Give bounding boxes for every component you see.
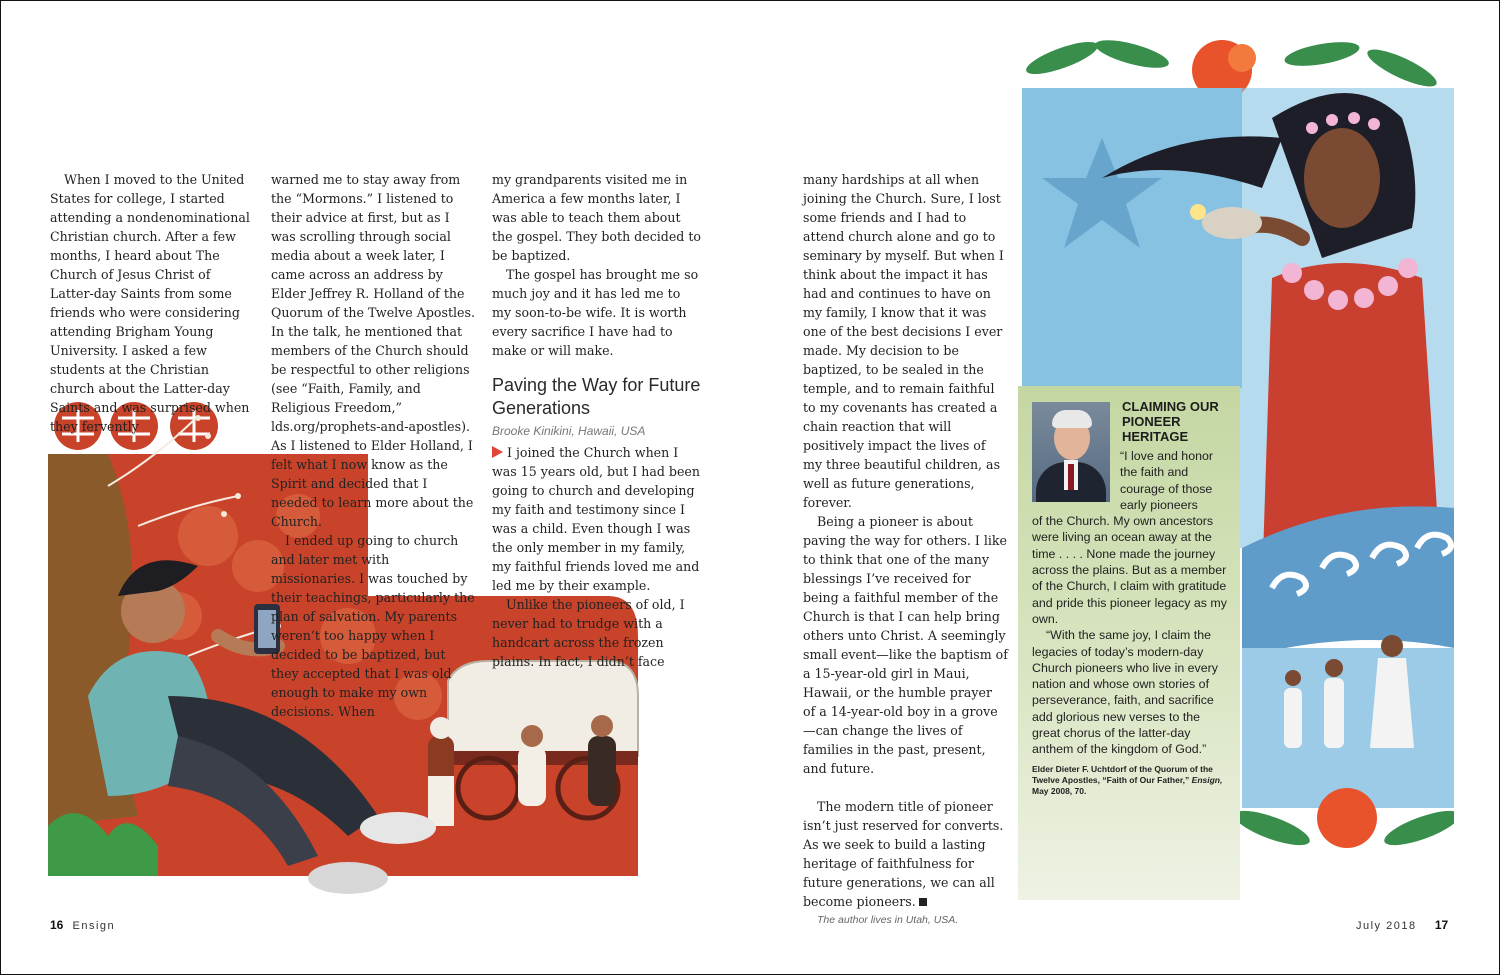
quote-line: courage of those xyxy=(1120,481,1213,496)
sidebar-quote xyxy=(1032,448,1230,758)
column-2 xyxy=(271,170,476,721)
paragraph: Being a pioneer is about paving the way for others. I like to think that one of the many blessings I’ve received for being a faithful member of the Church is that I can help bring others unto Christ. A seemingly small event—like the baptism of a 15-year-old girl in Maui, Hawaii, or the humble prayer of a 14-year-old boy in a grove—can change the lives of families in the past, present, and future. xyxy=(803,514,1008,776)
page-number: 16 xyxy=(50,918,64,932)
paragraph-text: The modern title of pioneer isn’t just reserved for converts. As we seek to build a lasting heritage of faithfulness for future generations, we can all become pioneers. xyxy=(803,799,1004,909)
citation-date: May 2008, 70. xyxy=(1032,786,1087,796)
byline: Brooke Kinikini, Hawaii, USA xyxy=(492,424,646,438)
quote-line: the faith and xyxy=(1120,465,1189,480)
sidebar-title: CLAIMING OUR PIONEER HERITAGE xyxy=(1122,399,1219,444)
paragraph xyxy=(492,443,702,595)
sidebar-citation xyxy=(1032,764,1232,797)
paragraph xyxy=(803,797,1008,911)
paragraph-text: I joined the Church when I was 15 years old, but I had been going to church and developing my faith and testimony since I was a child. Even though I was the only member in my family, my faithful friends loved me and led me by their example. xyxy=(492,445,700,593)
column-4 xyxy=(803,170,1008,930)
left-folio xyxy=(50,918,115,932)
magazine-name: Ensign xyxy=(72,920,116,932)
quote-text: “With the same joy, I claim the legacies of today’s modern-day Church pioneers who live in every nation and whose own stories of perseverance, faith, and sacrifice add glorious new verses to the great chorus of the latter-day anthem of the kingdom of God.” xyxy=(1032,628,1218,757)
quote-line: early pioneers xyxy=(1120,497,1198,512)
right-folio xyxy=(1356,918,1448,932)
citation-publication: Ensign, xyxy=(1191,775,1223,785)
paragraph: When I moved to the United States for college, I started attending a nondenominational Christian church. After a few months, I heard about The Church of Jesus Christ of Latter-day Saints from some friends who were considering attending Brigham Young University. I asked a few students at the Christian church about the Latter-day Saints and was surprised when they fervently xyxy=(50,172,250,434)
triangle-marker-icon xyxy=(492,446,503,458)
end-mark-icon xyxy=(919,898,927,906)
column-3 xyxy=(492,170,702,671)
issue-date: July 2018 xyxy=(1356,920,1417,932)
paragraph: I ended up going to church and later met with missionaries. I was touched by their teachings, particularly the plan of salvation. My parents weren’t too happy when I decided to be baptized, but they accepted that I was old enough to make my own decisions. When xyxy=(271,533,475,719)
quote-line: “I love and honor xyxy=(1120,449,1213,463)
paragraph: warned me to stay away from the “Mormons.” I listened to their advice at first, but as I was scrolling through social media about a week later, I came across an address by Elder Jeffrey R. Holland of the Quorum of the Twelve Apostles. In the talk, he mentioned that members of the Church should be respectful to other religions (see “Faith, Family, and Religious Freedom,” lds.org/prophets-and-apostles). As I listened to Elder Holland, I felt what I now know as the Spirit and decided that I needed to learn more about the Church. xyxy=(271,172,475,529)
page-number: 17 xyxy=(1434,918,1449,932)
column-1 xyxy=(50,170,255,436)
paragraph: Unlike the pioneers of old, I never had to trudge with a handcart across the frozen plains. In fact, I didn’t face xyxy=(492,597,685,669)
section-heading: Paving the Way for Future Generations xyxy=(492,375,701,418)
sidebar-quote-box xyxy=(1018,386,1240,900)
quote-text: of the Church. My own ancestors were living an ocean away at the time . . . . None made the journey across the plains. But as a member of the Church, I claim with gratitude and pride this pioneer legacy as my own. xyxy=(1032,514,1227,626)
paragraph: The gospel has brought me so much joy and it has led me to my soon-to-be wife. It is worth every sacrifice I have had to make or will make. xyxy=(492,267,699,358)
citation-text: Elder Dieter F. Uchtdorf of the Quorum of the Twelve Apostles, “Faith of Our Father,” xyxy=(1032,764,1213,785)
paragraph: my grandparents visited me in America a few months later, I was able to teach them about the gospel. They both decided to be baptized. xyxy=(492,172,702,263)
paragraph: many hardships at all when joining the Church. Sure, I lost some friends and I had to attend church alone and go to seminary by myself. But when I think about the impact it has had and continues to have on my family, I know that it was one of the best decisions I ever made. My decision to be baptized, to be sealed in the temple, and to remain faithful to my covenants has created a chain reaction that will positively impact the lives of my three beautiful children, as well as future generations, forever. xyxy=(803,172,1004,510)
author-note: The author lives in Utah, USA. xyxy=(817,914,959,926)
